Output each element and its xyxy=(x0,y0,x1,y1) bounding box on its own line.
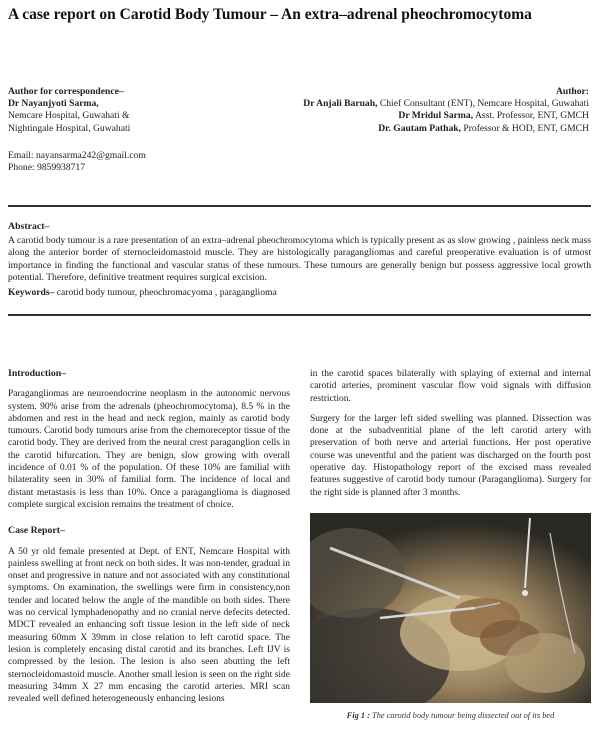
case-report-heading: Case Report– xyxy=(8,525,65,537)
correspondence-label: Author for correspondence– xyxy=(8,86,124,97)
figure-caption xyxy=(310,711,591,720)
abstract-text: A carotid body tumour is a rare presentation of an extra–adrenal pheochromocytoma which is typically present as as slow growing , painless neck mass along the anterior border of sternocleidomastoid muscle. They are histologically paragangliomas and careful preoperative evaluation is of utmost importance in finding the functional and vascular status of these tumours. These tumours are generally benign but possess aggressive local growth potential. Therefore, definitive treatment requires surgical excision. xyxy=(8,235,591,284)
divider-bottom xyxy=(8,314,591,316)
authors-label: Author: xyxy=(555,86,589,97)
phone: Phone: 9859938717 xyxy=(8,162,86,174)
author-role: Professor & HOD, ENT, GMCH xyxy=(461,122,589,134)
correspondence-name: Dr Nayanjyoti Sarma, xyxy=(8,98,99,110)
article-title: A case report on Carotid Body Tumour – An extra–adrenal pheochromocytoma xyxy=(8,6,532,23)
contact-block xyxy=(8,150,146,174)
introduction-heading: Introduction– xyxy=(8,368,67,379)
correspondence-affil2: Nightingale Hospital, Guwahati xyxy=(8,122,131,134)
surgical-photo xyxy=(310,513,591,703)
introduction-text: Paragangliomas are neuroendocrine neoplasm in the autonomic nervous system. 90% arise from the adrenals (pheochromocytoma), 8.5 % in the abdomen and rest in the head and neck region, mainly as carotid body tumours. Carotid body tumours arise from the chemoreceptor tissue of the carotid body. They are derived from the neural crest paraganglion cells in the carotid bifurcation. They are benign, slow growing with overall incidence of 0.01 % of the population. Of these 10% are familial with bilaterality seen in 30% of familial form. The incidence of local and distant metastasis is less than 10%. Once a paraganglioma is diagnosed complete surgical excision remains the treatment of choice. xyxy=(8,389,290,510)
case-report-text: A 50 yr old female presented at Dept. of ENT, Nemcare Hospital with painless swelling at front neck on both sides. It was non-tender, gradual in onset and progressive in nature and not associated with any constitutional symptoms. On examination, the swellings were firm in consistency,non tender and located below the angle of the mandible on both sides. There was no cervical lymphadenopathy and no cranial nerve defecits detected. MDCT revealed an enhancing soft tissue lesion in the left side of neck measuring 60mm X 39mm in close relation to left carotid space. The lesion is completely encasing distal carotid and its branches. Left IJV is compressed by the lesion. The lesion is also seen abutting the left sternocleidomastoid muscle. Another small lesion is seen on the right side measuring 34mm X 27 mm encasing the carotid arteries. MRI scan revealed well defined heterogeneously enhancing lesions xyxy=(8,546,290,705)
correspondence-affil1: Nemcare Hospital, Guwahati & xyxy=(8,110,130,122)
keywords-text: carotid body tumour, pheochromacyoma , paraganglioma xyxy=(54,287,277,298)
author-line-1 xyxy=(303,98,589,110)
divider-top xyxy=(8,205,591,207)
left-column xyxy=(8,368,290,705)
surgery-text: Surgery for the larger left sided swelling was planned. Dissection was done at the subadventitial plane of the left carotid artery with preservation of both nerve and arterial functions. Her post operative course was uneventful and the patient was discharged on the fourth post operative day. Histopathology report of the excised mass revealed features suggestive of carotid body tumour (Paraganglioma). Surgery for the right side is planned after 3 months. xyxy=(310,413,591,498)
author-role: Asst. Professor, ENT, GMCH xyxy=(473,110,589,122)
figure-caption-text: The carotid body tumour being dissected out of its bed xyxy=(369,711,555,720)
right-column xyxy=(310,368,591,499)
email: Email: nayansarma242@gmail.com xyxy=(8,150,146,161)
abstract-heading: Abstract– xyxy=(8,221,50,232)
author-line-3 xyxy=(303,123,589,135)
author-name: Dr. Gautam Pathak, xyxy=(378,122,461,134)
keywords-label: Keywords– xyxy=(8,287,55,298)
author-name: Dr Anjali Baruah, xyxy=(303,98,378,110)
author-line-2 xyxy=(303,110,589,122)
keywords-line xyxy=(8,287,277,298)
case-report-continued: in the carotid spaces bilaterally with splaying of external and internal carotid arteries, prominent vascular flow void signals with diffusion restriction. xyxy=(310,369,591,404)
surgical-photo-illustration xyxy=(310,513,591,703)
correspondence-block xyxy=(8,86,130,135)
author-role: Chief Consultant (ENT), Nemcare Hospital, Guwahati xyxy=(377,98,589,110)
author-name: Dr Mridul Sarma, xyxy=(398,110,474,122)
authors-block xyxy=(303,86,589,135)
figure-label: Fig 1 : xyxy=(346,711,370,720)
